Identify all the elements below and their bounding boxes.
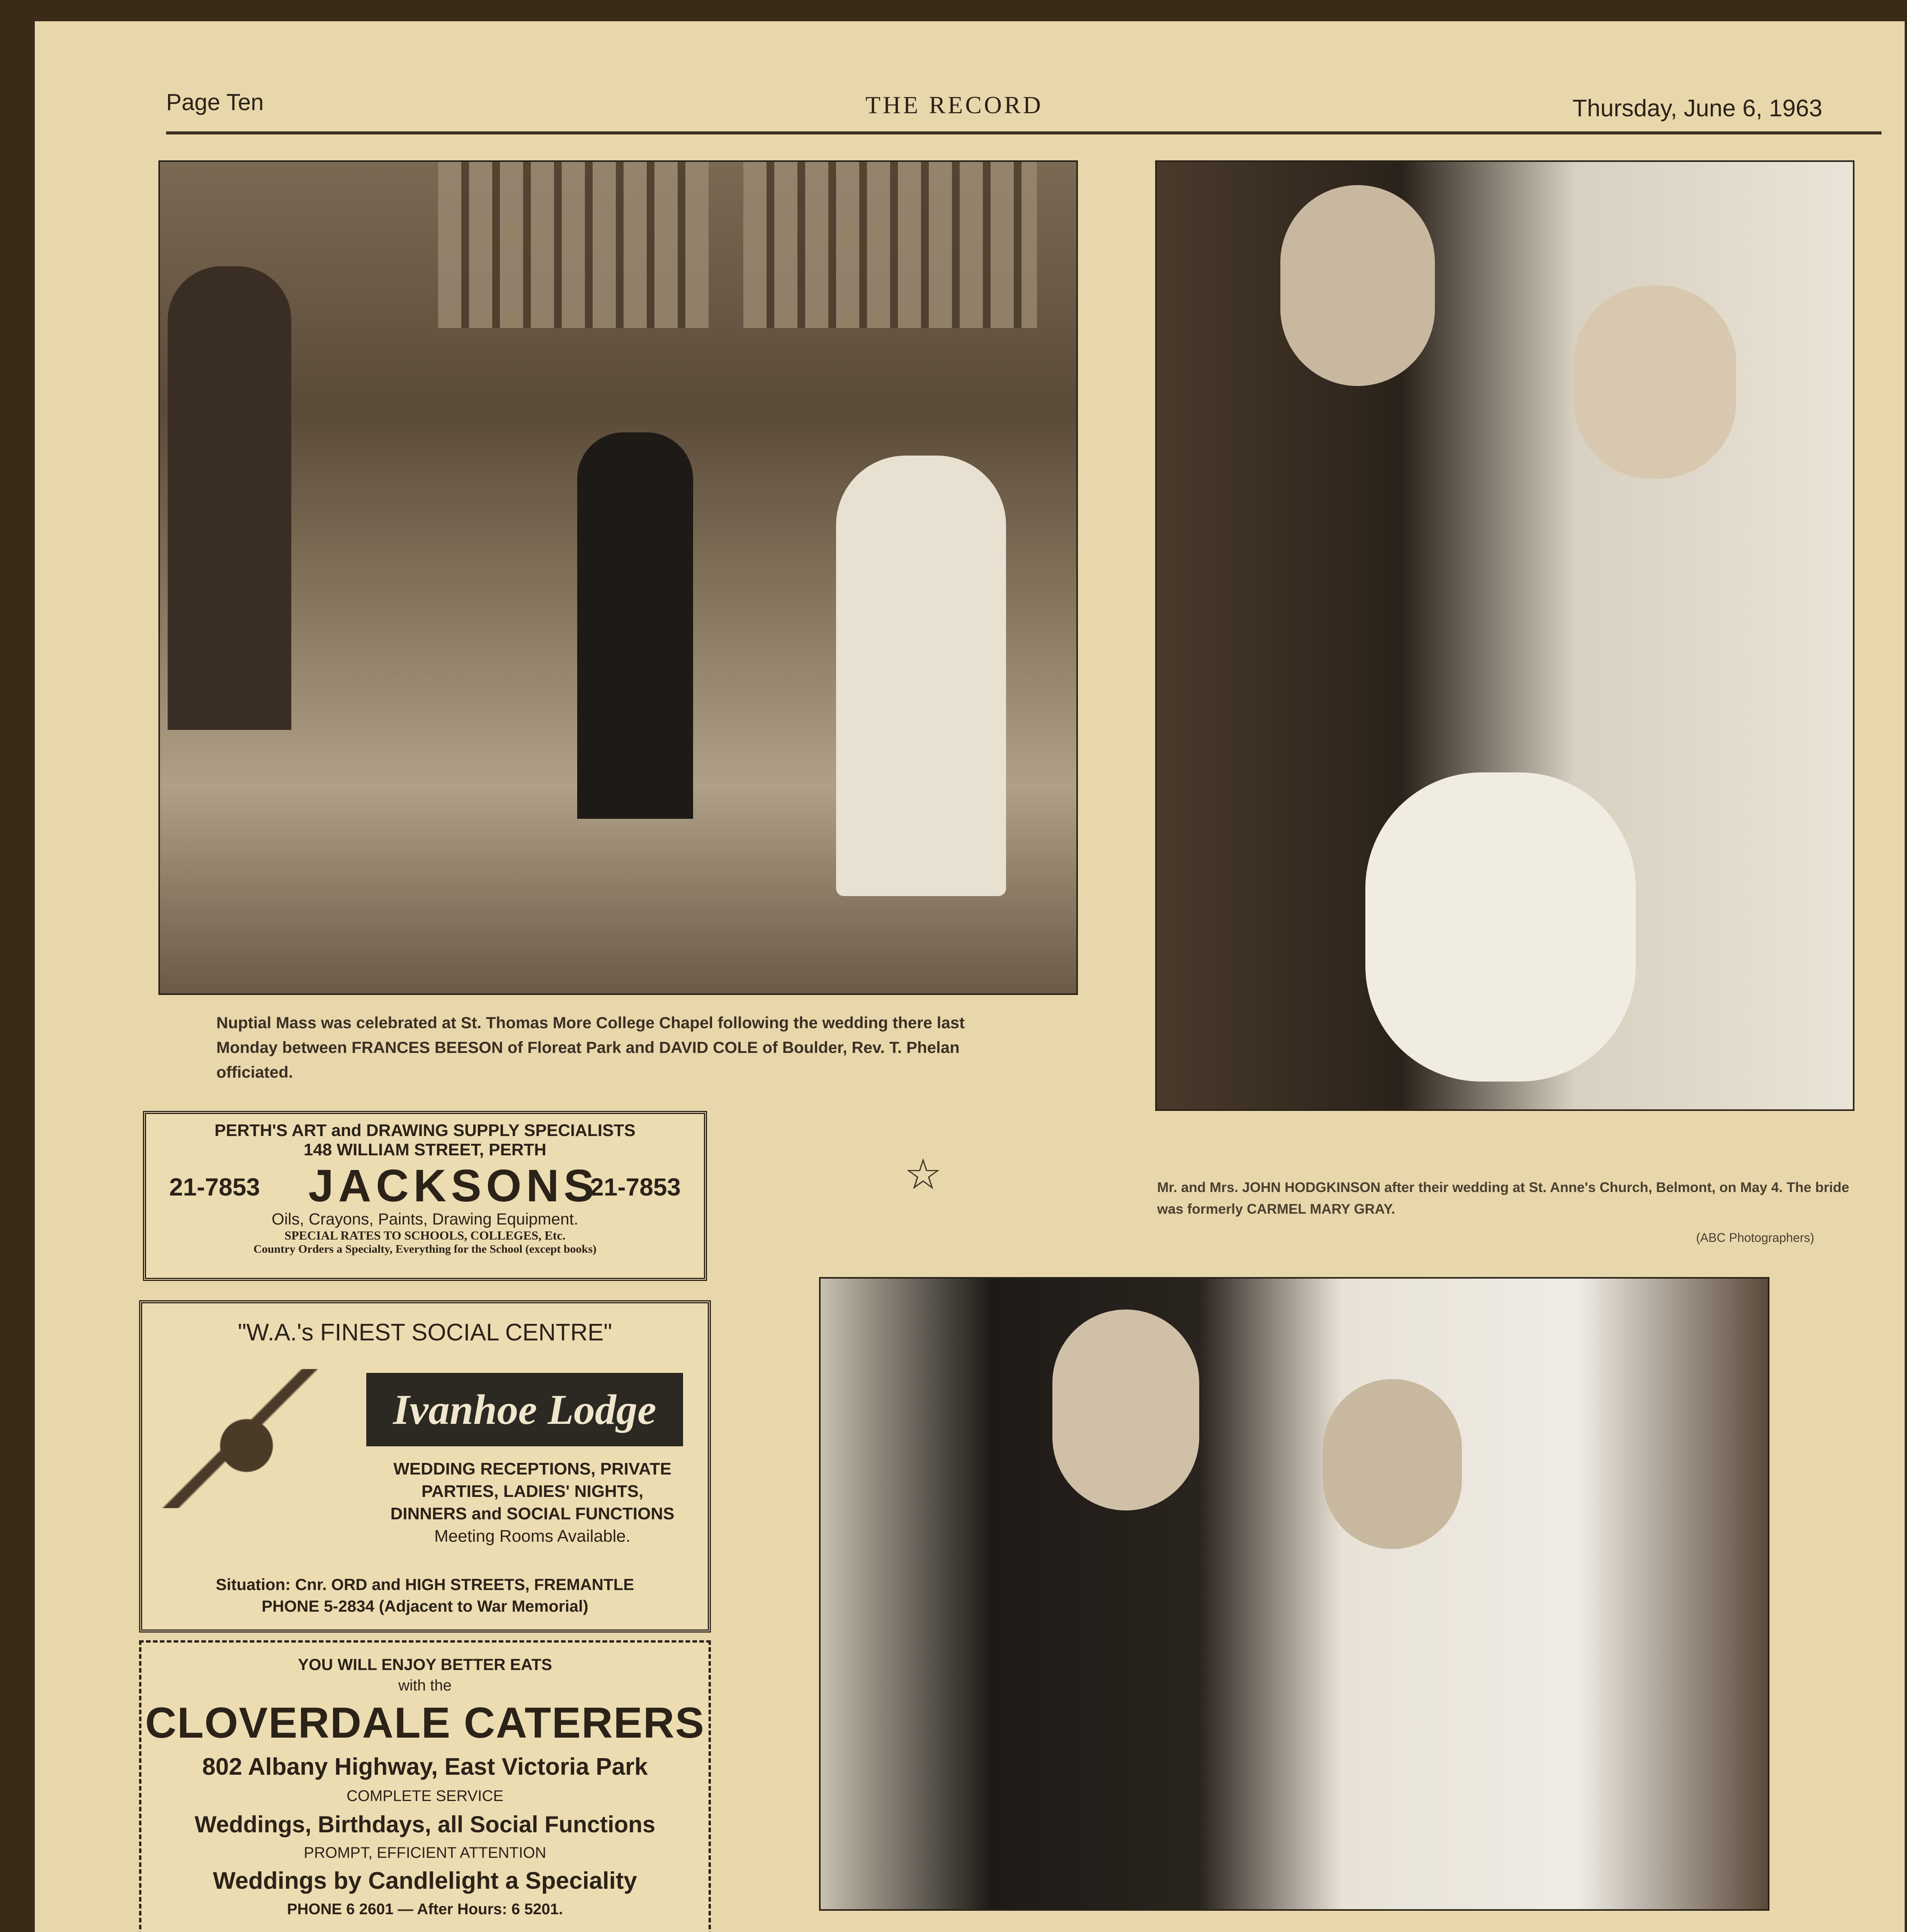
- stained-glass-window: [743, 162, 1037, 328]
- cloverdale-line3: COMPLETE SERVICE: [346, 1787, 504, 1804]
- cloverdale-address: 802 Albany Highway, East Victoria Park: [202, 1753, 648, 1780]
- page-label: Page Ten: [166, 89, 264, 115]
- cloverdale-line4: Weddings, Birthdays, all Social Functions: [194, 1811, 656, 1837]
- jacksons-name: JACKSONS: [308, 1160, 599, 1211]
- cloverdale-name: CLOVERDALE CATERERS: [145, 1699, 705, 1747]
- chapel-caption: Nuptial Mass was celebrated at St. Thomas More College Chapel following the wedding there last Monday between FRANCES BEESON of Floreat Park and DAVID COLE of Boulder, Rev. T. Phelan officiated.: [216, 1014, 965, 1081]
- koch-wedding-photo: [819, 1277, 1769, 1911]
- jacksons-rates: SPECIAL RATES TO SCHOOLS, COLLEGES, Etc.: [284, 1228, 566, 1242]
- ivanhoe-line4: Meeting Rooms Available.: [434, 1527, 631, 1546]
- ivanhoe-lodge-ad: [139, 1300, 711, 1633]
- stained-glass-window: [438, 162, 709, 328]
- jacksons-phone-left: 21-7853: [169, 1173, 260, 1201]
- ivanhoe-line3: DINNERS and SOCIAL FUNCTIONS: [390, 1504, 675, 1523]
- hodgkinson-wedding-photo: [1155, 160, 1854, 1111]
- jacksons-country: Country Orders a Specialty, Everything for the School (except books): [253, 1243, 597, 1255]
- newspaper-page: [35, 21, 1905, 1932]
- issue-date: Thursday, June 6, 1963: [1572, 95, 1822, 122]
- hodgkinson-credit: (ABC Photographers): [1696, 1231, 1814, 1245]
- groom-face: [1052, 1310, 1199, 1510]
- chapel-wedding-photo: [158, 160, 1078, 995]
- hodgkinson-caption: Mr. and Mrs. JOHN HODGKINSON after their wedding at St. Anne's Church, Belmont, on May 4. The bride was formerly CARMEL MARY GRAY.: [1157, 1179, 1849, 1217]
- ivanhoe-line1: WEDDING RECEPTIONS, PRIVATE: [393, 1459, 671, 1478]
- knight-on-horse-icon: [158, 1369, 335, 1508]
- cloverdale-line5: PROMPT, EFFICIENT ATTENTION: [304, 1844, 546, 1861]
- jacksons-phone-right: 21-7853: [590, 1173, 681, 1201]
- groom-figure: [577, 432, 693, 819]
- cloverdale-line6: Weddings by Candlelight a Speciality: [213, 1867, 637, 1894]
- jacksons-address: 148 WILLIAM STREET, PERTH: [303, 1140, 547, 1159]
- ivanhoe-line2: PARTIES, LADIES' NIGHTS,: [421, 1482, 644, 1501]
- cloverdale-phone: PHONE 6 2601 — After Hours: 6 5201.: [287, 1901, 563, 1918]
- cloverdale-line2: with the: [398, 1677, 452, 1694]
- groom-face: [1280, 185, 1435, 386]
- ivanhoe-phone: PHONE 5-2834 (Adjacent to War Memorial): [262, 1597, 588, 1615]
- masthead: THE RECORD: [865, 91, 1043, 119]
- bride-figure: [836, 456, 1006, 896]
- ivanhoe-situation: Situation: Cnr. ORD and HIGH STREETS, FREMANTLE: [216, 1575, 634, 1594]
- bride-face: [1323, 1379, 1462, 1549]
- priest-figure: [168, 266, 291, 730]
- cloverdale-line1: YOU WILL ENJOY BETTER EATS: [297, 1655, 552, 1673]
- bouquet: [1365, 772, 1636, 1082]
- star-icon: ☆: [904, 1150, 942, 1199]
- jacksons-line1: PERTH'S ART and DRAWING SUPPLY SPECIALISTS: [214, 1121, 636, 1140]
- jacksons-ad: [143, 1111, 707, 1281]
- bride-face: [1574, 286, 1736, 479]
- ivanhoe-tagline: "W.A.'s FINEST SOCIAL CENTRE": [238, 1319, 612, 1346]
- cloverdale-caterers-ad: [139, 1640, 711, 1932]
- ivanhoe-name: Ivanhoe Lodge: [366, 1373, 683, 1446]
- header-rule: [166, 131, 1882, 134]
- jacksons-products: Oils, Crayons, Paints, Drawing Equipment.: [272, 1210, 578, 1228]
